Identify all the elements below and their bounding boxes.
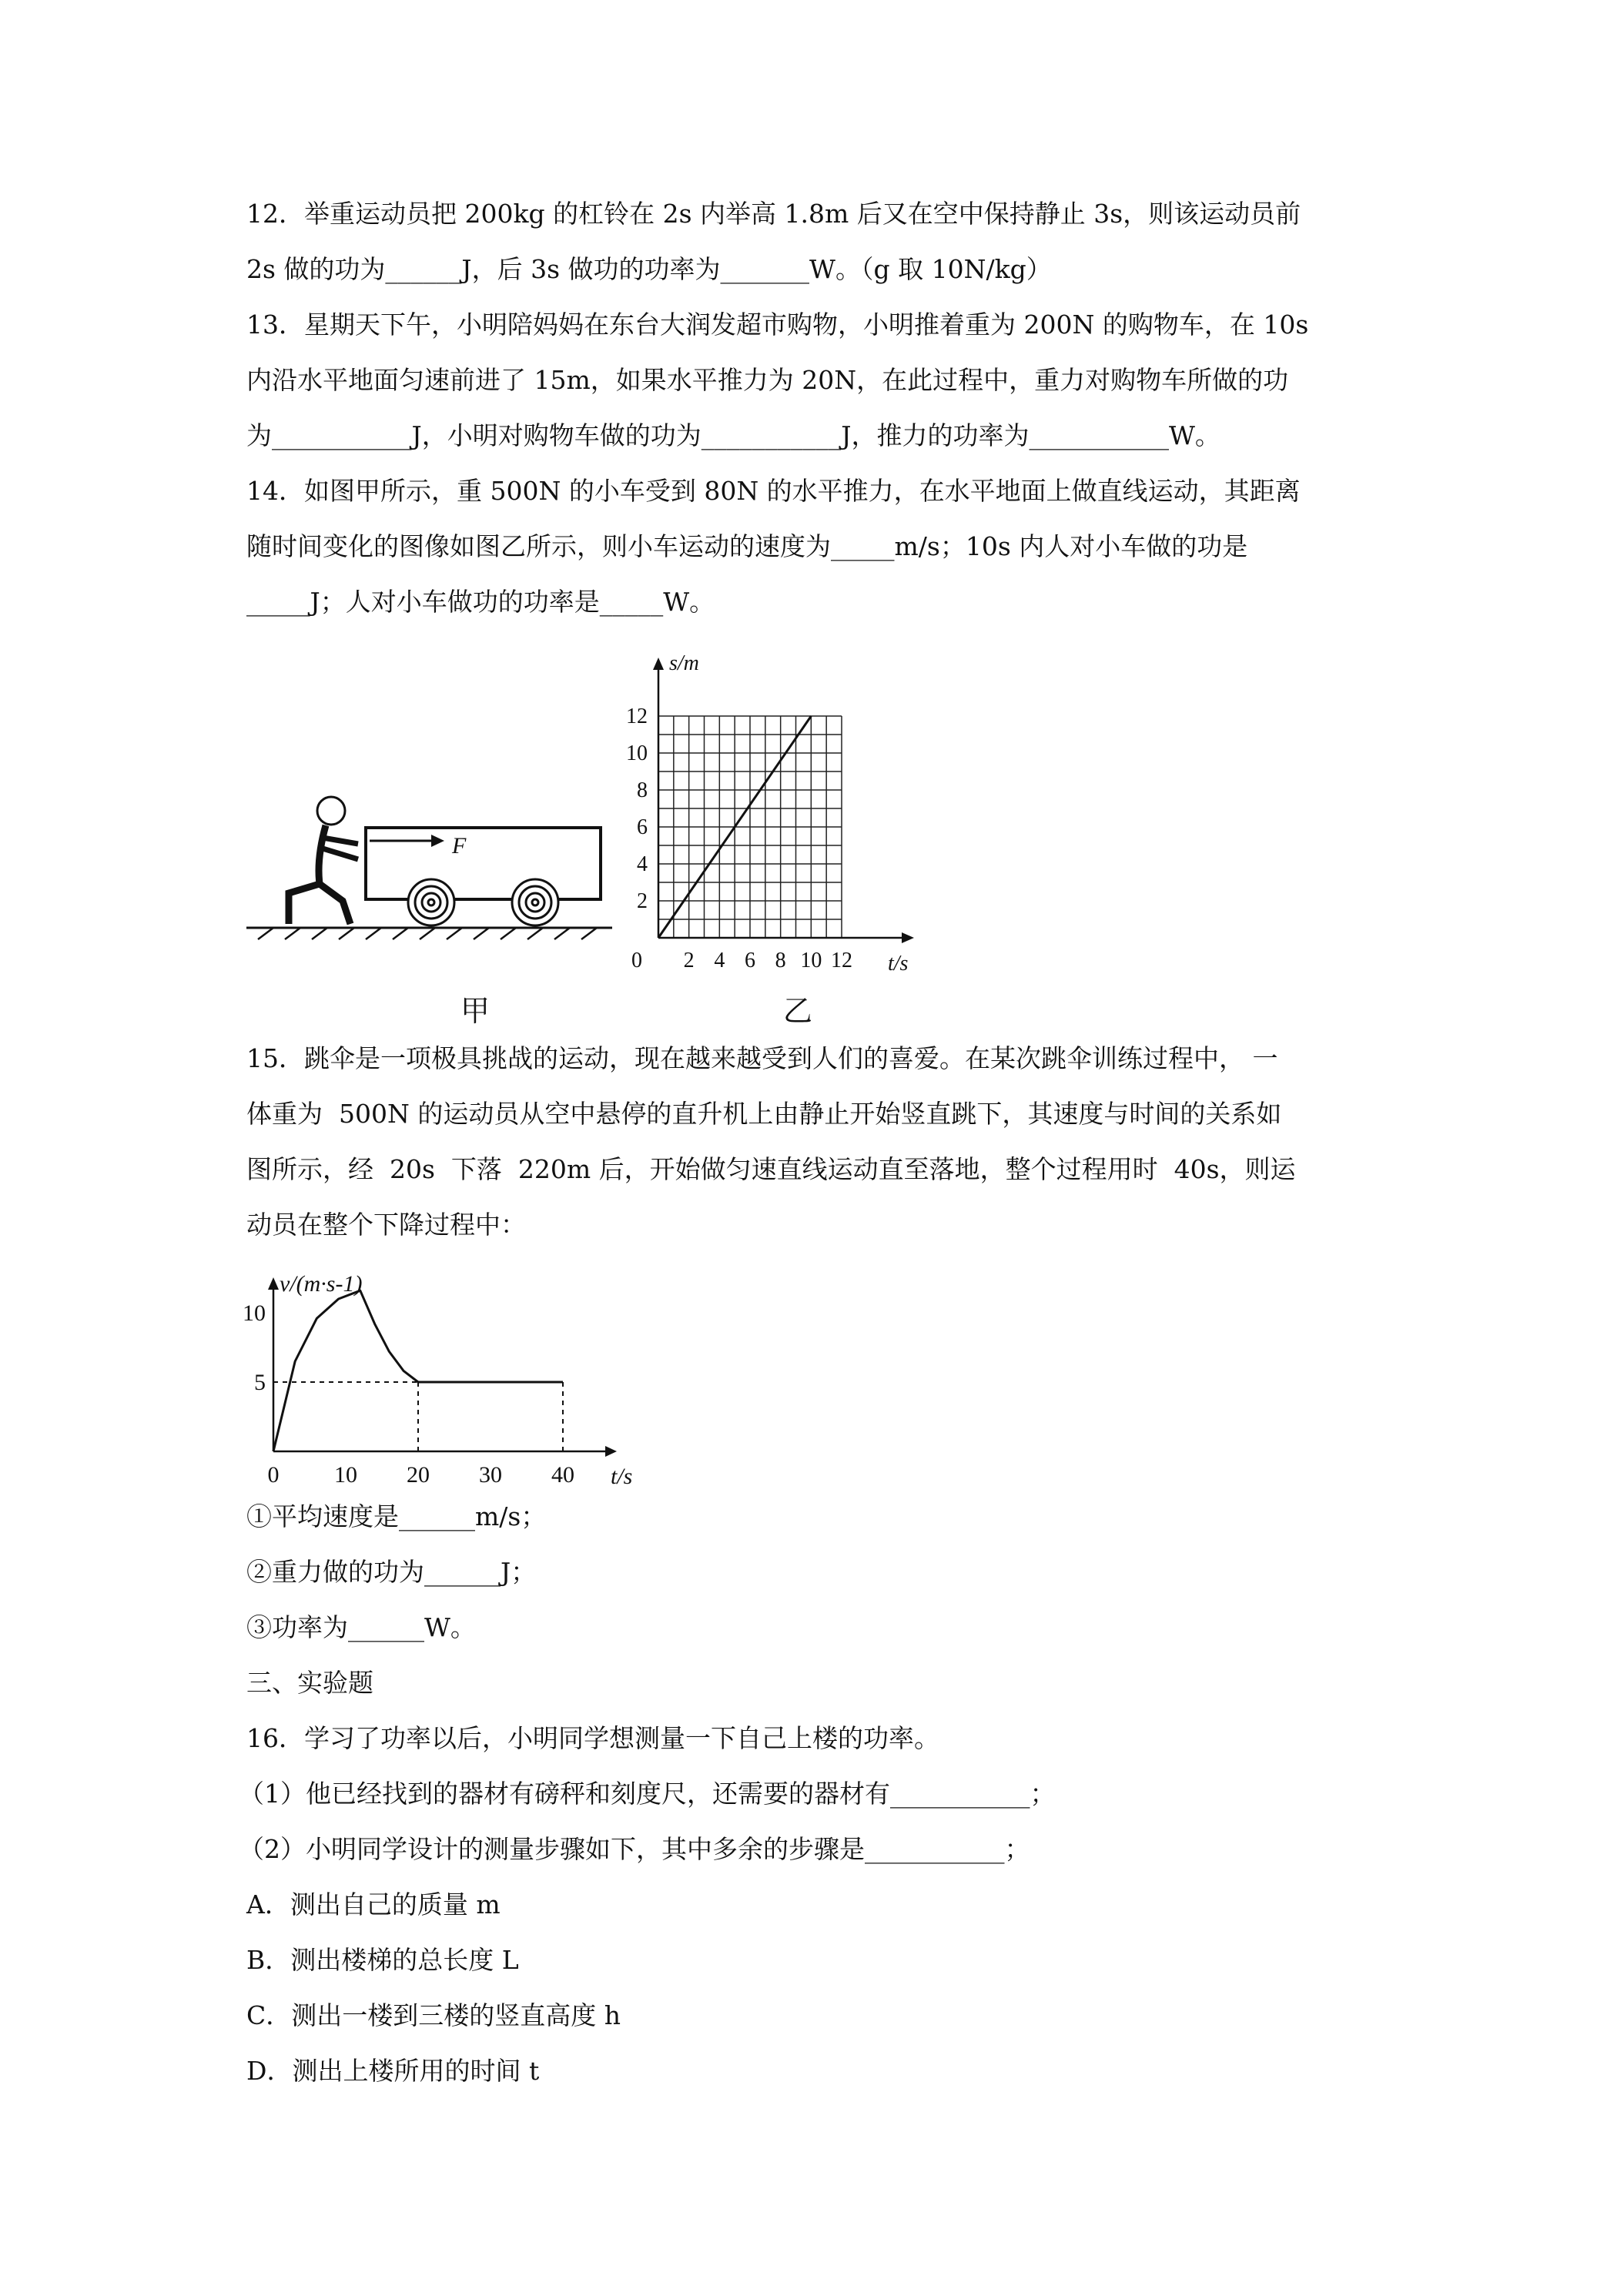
q16-option-b: B．测出楼梯的总长度 L <box>246 1945 519 1975</box>
q13-line3: 为___________J，小明对购物车做的功为___________J，推力的功率为___________W。 <box>246 420 1221 450</box>
chart-velocity-time <box>231 1267 631 1505</box>
q12-line2: 2s 做的功为______J，后 3s 做功的功率为_______W。（g 取 10N/kg） <box>246 254 1052 284</box>
x-tick-label: 6 <box>745 949 755 972</box>
y-axis-arrow <box>653 658 664 670</box>
chart-axes <box>268 1277 617 1457</box>
x-tick-label: 4 <box>714 949 725 972</box>
y-tick-label: 6 <box>637 815 648 839</box>
dashed-guides <box>273 1382 563 1451</box>
y-axis-label: s/m <box>669 651 699 675</box>
q16-option-c: C．测出一楼到三楼的竖直高度 h <box>246 2000 621 2030</box>
y-tick-label: 10 <box>626 741 648 765</box>
q16-part2: （2）小明同学设计的测量步骤如下，其中多余的步骤是___________； <box>239 1834 1030 1864</box>
x-tick-label: 10 <box>334 1462 357 1488</box>
q12-line1: 12．举重运动员把 200kg 的杠铃在 2s 内举高 1.8m 后又在空中保持静止 3s，则该运动员前 <box>246 199 1301 229</box>
x-tick-label: 10 <box>800 949 822 972</box>
y-tick-label: 10 <box>243 1300 266 1326</box>
x-axis-label: t/s <box>611 1464 633 1489</box>
x-tick-label: 0 <box>267 1462 280 1488</box>
q16-option-a: A．测出自己的质量 m <box>246 1889 501 1919</box>
x-tick-label: 12 <box>831 949 852 972</box>
x-tick-label: 8 <box>775 949 786 972</box>
section-heading: 三、实验题 <box>246 1668 373 1698</box>
y-tick-label: 4 <box>637 852 648 876</box>
y-tick-label: 5 <box>254 1370 266 1395</box>
q15-line2: 体重为 500N 的运动员从空中悬停的直升机上由静止开始竖直跳下，其速度与时间的关系如 <box>246 1099 1282 1129</box>
q16-option-d: D．测出上楼所用的时间 t <box>246 2056 540 2086</box>
q15-sub2: ②重力做的功为______J； <box>246 1557 537 1587</box>
q14-line2: 随时间变化的图像如图乙所示，则小车运动的速度为_____m/s；10s 内人对小车做的功是 <box>246 531 1248 561</box>
q14-line3: _____J；人对小车做功的功率是_____W。 <box>246 587 715 617</box>
caption-yi: 乙 <box>783 994 813 1028</box>
series-line <box>273 1290 563 1451</box>
y-axis-arrow <box>268 1277 279 1290</box>
q15-line3: 图所示，经 20s 下落 220m 后，开始做匀速直线运动直至落地，整个过程用时 40s，则运 <box>246 1154 1296 1184</box>
q14-line1: 14．如图甲所示，重 500N 的小车受到 80N 的水平推力，在水平地面上做直线运动，其距离 <box>246 476 1301 506</box>
x-tick-label: 20 <box>407 1462 430 1488</box>
caption-jia: 甲 <box>460 994 491 1028</box>
x-tick-label: 40 <box>551 1462 574 1488</box>
y-tick-label: 12 <box>626 705 648 728</box>
q16-part1: （1）他已经找到的器材有磅秤和刻度尺，还需要的器材有___________； <box>239 1779 1056 1809</box>
chart-grid <box>658 716 842 938</box>
y-tick-label: 2 <box>637 889 648 913</box>
q15-line4: 动员在整个下降过程中： <box>246 1210 526 1240</box>
force-label: F <box>452 833 467 858</box>
q15-sub1: ①平均速度是______m/s； <box>246 1501 547 1531</box>
x-tick-label: 0 <box>631 949 642 972</box>
q13-line1: 13．星期天下午，小明陪妈妈在东台大润发超市购物，小明推着重为 200N 的购物车，在 10s <box>246 310 1309 340</box>
q15-sub3: ③功率为______W。 <box>246 1612 476 1642</box>
figure-cart-push <box>243 785 620 939</box>
y-axis-label: v/(m·s-1) <box>280 1271 363 1297</box>
q16-line1: 16．学习了功率以后，小明同学想测量一下自己上楼的功率。 <box>246 1723 939 1753</box>
y-tick-label: 8 <box>637 778 648 802</box>
q15-line1: 15．跳伞是一项极具挑战的运动，现在越来越受到人们的喜爱。在某次跳伞训练过程中， 一 <box>246 1043 1278 1073</box>
x-axis-arrow <box>902 932 914 943</box>
q13-line2: 内沿水平地面匀速前进了 15m，如果水平推力为 20N，在此过程中，重力对购物车所做的功 <box>246 365 1289 395</box>
x-axis-label: t/s <box>888 952 909 976</box>
x-axis-arrow <box>605 1446 617 1457</box>
x-tick-label: 2 <box>683 949 695 972</box>
x-tick-label: 30 <box>479 1462 502 1488</box>
chart-distance-time <box>616 647 939 986</box>
